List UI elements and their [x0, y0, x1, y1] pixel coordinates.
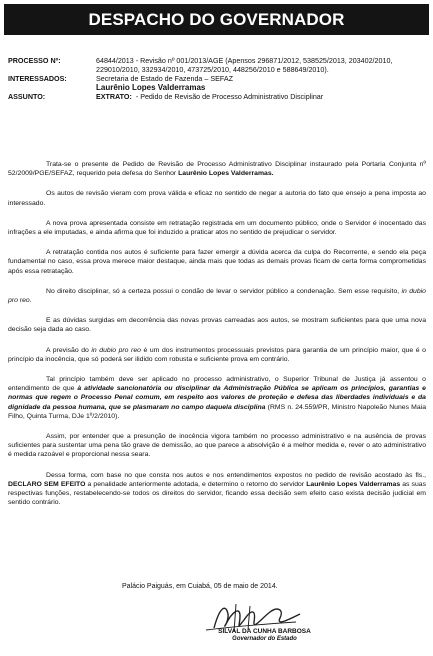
interessado-name: Laurênio Lopes Valderramas [96, 82, 206, 92]
processo-value: 64844/2013 - Revisão nº 001/2013/AGE (Apensos 296871/2012, 538525/2013, 203402/2010, 229010/2010, 332934/2010, 473725/2010, 448256/2010 e 588649/2010). [96, 57, 393, 74]
processo-row [8, 57, 428, 75]
quoted-jurisprudence: à atividade sancionatória ou disciplinar da Administração Pública se aplicam os princípios, garantias e normas que regem o Processo Penal comum, em respeito aos valores de proteção e defesa das liberdades individuais e da dignidade da pessoa humana, que se plasmaram no campo daquela disciplina [8, 385, 426, 411]
interessados-value: Secretaria de Estado de Fazenda – SEFAZ [96, 74, 233, 83]
paragraph: Dessa forma, com base no que consta nos autos e nos entendimentos expostos no pedido de revisão acostado às fls., DECLARO SEM EFEITO a penalidade anteriormente adotada, e determino o retorno do servidor Laurênio Lopes Valderramas as suas respectivas funções, restabelecendo-se todos os direitos do servidor, ficando essa decisão sem efeito caso exista decisão judicial em sentido contrário. [8, 471, 426, 507]
paragraph: A nova prova apresentada consiste em retratação registrada em um documento público, onde o Servidor é inocentado das infrações a ele imputadas, e ainda afirma que foi induzido a praticar atos no sentido de prejudicar o servidor. [8, 219, 426, 237]
signer-role: Governador do Estado [232, 636, 297, 642]
paragraph: Tal princípio também deve ser aplicado no processo administrativo, o Superior Tribunal de Justiça já assentou o entendimento de que à atividade sancionatória ou disciplinar da Administração Pública se aplicam os princípios, garantias e normas que regem o Processo Penal comum, em respeito aos valores de proteção e defesa das liberdades individuais e da dignidade da pessoa humana, que se plasmaram no campo daquela disciplina (RMS n. 24.559/PR, Ministro Napoleão Nunes Maia Filho, Quinta Turma, DJe 1º/2/2010). [8, 376, 426, 420]
interessados-row [8, 75, 428, 84]
interessado-name-row [8, 84, 428, 93]
paragraph: No direito disciplinar, só a certeza possui o condão de levar o servidor público a condenação. Sem esse requisito, in dubio pro reo. [8, 287, 426, 305]
page-title: DESPACHO DO GOVERNADOR [4, 4, 429, 35]
assunto-row [8, 93, 428, 102]
interessados-label: INTERESSADOS: [8, 74, 67, 83]
signer-name: SILVAL DA CUNHA BARBOSA [218, 628, 311, 635]
paragraph: E as dúvidas surgidas em decorrência das novas provas carreadas aos autos, se mostram suficientes para que uma nova decisão seja dada ao caso. [8, 317, 426, 334]
document-body [8, 160, 426, 518]
assunto-label: ASSUNTO: [8, 92, 46, 101]
paragraph: A retratação contida nos autos é suficiente para fazer emergir a dúvida acerca da culpa do Recorrente, e sendo ela peça fundamental no caso, essa prova merece maior destaque, ainda mais que todas as demais provas ficam de certa forma comprometidas após essa retratação. [8, 249, 426, 275]
date-line: Palácio Paiguás, em Cuiabá, 05 de maio de 2014. [122, 583, 278, 590]
paragraph: Os autos de revisão vieram com prova válida e eficaz no sentido de negar a autoria do fato que ensejo a pena imposta ao interessado. [8, 190, 426, 207]
processo-label: PROCESSO Nº: [8, 57, 61, 65]
paragraph: Assim, por entender que a presunção de inocência vigora também no processo administrativo e na ausência de provas suficientes para sustentar uma pena tão grave de demissão, ao que parece a absolvição é a melhor medida e, rever o ato administrativo é medida razoável e proporcional nessa seara. [8, 433, 426, 459]
interessado-name-inline: Laurênio Lopes Valderramas. [178, 170, 274, 178]
extrato-value: - Pedido de Revisão de Processo Administrativo Disciplinar [135, 92, 324, 101]
paragraph: Trata-se o presente de Pedido de Revisão de Processo Administrativo Disciplinar instaurado pela Portaria Conjunta nº 52/2009/PGE/SEFAZ, requerido pela defesa do Senhor Laurênio Lopes Valderramas. [8, 161, 426, 178]
process-metadata [8, 57, 428, 102]
extrato-label: EXTRATO: [96, 92, 132, 101]
paragraph: A previsão do in dubio pro reo é um dos instrumentos processuais previstos para garantia de um princípio maior, que é o princípio da inocência, que só poderá ser ilidido com robusta e suficiente prova em contrário. [8, 346, 426, 363]
